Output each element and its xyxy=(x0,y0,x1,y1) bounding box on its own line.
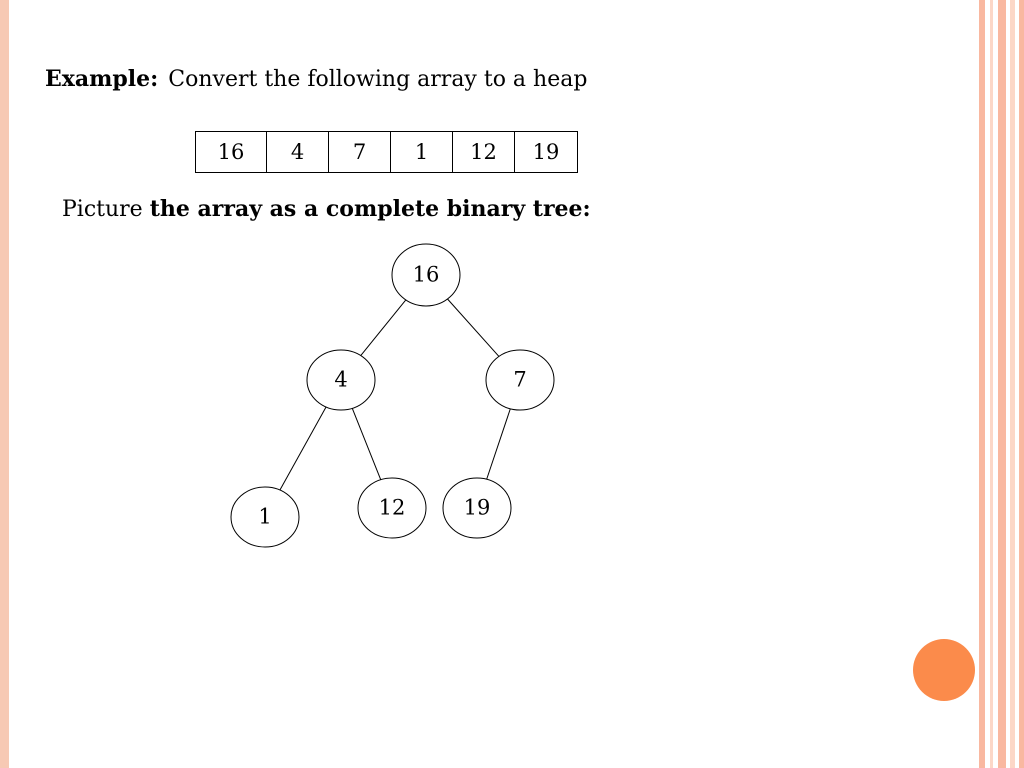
tree-node-label: 7 xyxy=(513,367,527,392)
tree-node-label: 12 xyxy=(378,495,406,520)
tree-edge xyxy=(487,409,511,479)
tree-node xyxy=(307,350,375,410)
array-cell: 1 xyxy=(391,132,453,172)
picture-normal-text: Picture xyxy=(62,197,143,222)
tree-nodes xyxy=(231,244,554,547)
tree-edge xyxy=(447,299,498,356)
array-cell: 16 xyxy=(196,132,267,172)
tree-node-label: 4 xyxy=(334,367,348,392)
tree-node xyxy=(231,487,299,547)
orange-accent-dot xyxy=(913,639,975,701)
array-cell: 4 xyxy=(267,132,329,172)
example-text: Convert the following array to a heap xyxy=(168,67,588,92)
tree-node xyxy=(392,244,460,306)
tree-node xyxy=(443,478,511,538)
tree-edge xyxy=(361,300,406,356)
tree-node-label: 16 xyxy=(412,262,440,287)
tree-node xyxy=(358,478,426,538)
tree-node-label: 19 xyxy=(463,495,491,520)
tree-edge xyxy=(352,408,380,479)
tree-node xyxy=(486,350,554,410)
picture-bold-text: the array as a complete binary tree: xyxy=(149,196,591,222)
array-cell: 19 xyxy=(532,140,560,164)
array-cell: 12 xyxy=(453,132,515,172)
array-cell: 7 xyxy=(329,132,391,172)
tree-edge xyxy=(280,407,326,490)
tree-node-label: 1 xyxy=(258,504,272,529)
example-label: Example: xyxy=(45,66,159,92)
